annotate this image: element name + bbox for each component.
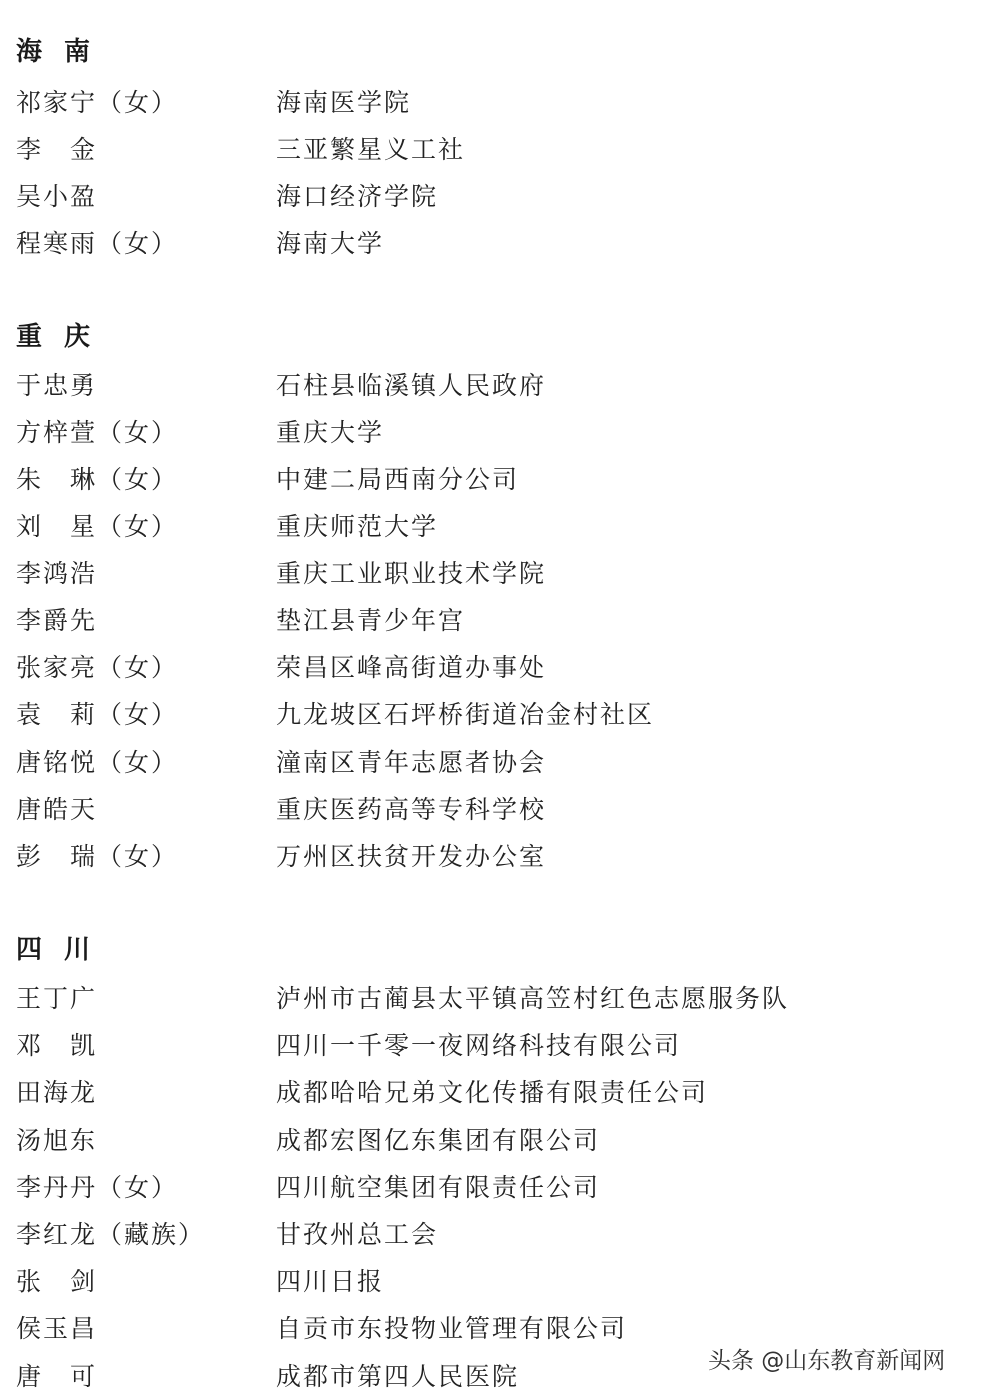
person-name: 于忠勇 xyxy=(16,371,98,400)
person-organization: 荣昌区峰高街道办事处 xyxy=(276,653,547,682)
list-item xyxy=(0,1267,985,1297)
list-item xyxy=(0,182,985,212)
list-item xyxy=(0,512,985,542)
list-item xyxy=(0,653,985,683)
person-name: 袁 莉（女） xyxy=(16,700,179,729)
person-name: 李爵先 xyxy=(16,606,98,635)
person-name: 唐 可 xyxy=(16,1362,98,1391)
list-item xyxy=(0,1126,985,1156)
section-heading-sichuan: 四川 xyxy=(16,935,113,965)
person-name: 李红龙（藏族） xyxy=(16,1220,206,1249)
list-item xyxy=(0,1173,985,1203)
person-name: 李鸿浩 xyxy=(16,559,98,588)
person-organization: 重庆医药高等专科学校 xyxy=(276,795,547,824)
person-name: 祁家宁（女） xyxy=(16,88,179,117)
person-organization: 成都市第四人民医院 xyxy=(276,1362,520,1391)
list-item xyxy=(0,229,985,259)
list-item xyxy=(0,371,985,401)
person-organization: 海南大学 xyxy=(276,229,385,258)
person-name: 田海龙 xyxy=(16,1078,98,1107)
list-item xyxy=(0,748,985,778)
person-organization: 甘孜州总工会 xyxy=(276,1220,439,1249)
person-name: 朱 琳（女） xyxy=(16,465,179,494)
person-organization: 成都哈哈兄弟文化传播有限责任公司 xyxy=(276,1078,709,1107)
person-name: 张家亮（女） xyxy=(16,653,179,682)
person-name: 王丁广 xyxy=(16,984,98,1013)
person-name: 唐铭悦（女） xyxy=(16,748,179,777)
person-organization: 三亚繁星义工社 xyxy=(276,135,466,164)
person-organization: 九龙坡区石坪桥街道冶金村社区 xyxy=(276,700,655,729)
list-item xyxy=(0,984,985,1014)
person-organization: 垫江县青少年宫 xyxy=(276,606,466,635)
person-name: 方梓萱（女） xyxy=(16,418,179,447)
person-organization: 四川日报 xyxy=(276,1267,385,1296)
person-organization: 泸州市古蔺县太平镇高笠村红色志愿服务队 xyxy=(276,984,790,1013)
person-organization: 万州区扶贫开发办公室 xyxy=(276,842,547,871)
list-item xyxy=(0,1220,985,1250)
list-item xyxy=(0,795,985,825)
list-item xyxy=(0,135,985,165)
person-name: 李丹丹（女） xyxy=(16,1173,179,1202)
person-organization: 海南医学院 xyxy=(276,88,412,117)
person-name: 刘 星（女） xyxy=(16,512,179,541)
person-organization: 重庆工业职业技术学院 xyxy=(276,559,547,588)
person-organization: 四川航空集团有限责任公司 xyxy=(276,1173,601,1202)
person-name: 吴小盈 xyxy=(16,182,98,211)
list-item xyxy=(0,418,985,448)
person-name: 张 剑 xyxy=(16,1267,98,1296)
person-name: 侯玉昌 xyxy=(16,1314,98,1343)
person-name: 唐皓天 xyxy=(16,795,98,824)
section-heading-hainan: 海南 xyxy=(16,37,113,67)
person-organization: 四川一千零一夜网络科技有限公司 xyxy=(276,1031,682,1060)
list-item xyxy=(0,1314,985,1344)
person-name: 汤旭东 xyxy=(16,1126,98,1155)
list-item xyxy=(0,1031,985,1061)
person-organization: 重庆师范大学 xyxy=(276,512,439,541)
list-item xyxy=(0,465,985,495)
section-heading-chongqing: 重庆 xyxy=(16,322,113,352)
person-organization: 潼南区青年志愿者协会 xyxy=(276,748,547,777)
person-name: 彭 瑞（女） xyxy=(16,842,179,871)
person-organization: 自贡市东投物业管理有限公司 xyxy=(276,1314,628,1343)
person-organization: 石柱县临溪镇人民政府 xyxy=(276,371,547,400)
person-name: 李 金 xyxy=(16,135,98,164)
source-watermark: 头条 @山东教育新闻网 xyxy=(708,1348,946,1374)
list-item xyxy=(0,559,985,589)
person-name: 程寒雨（女） xyxy=(16,229,179,258)
list-item xyxy=(0,88,985,118)
person-organization: 成都宏图亿东集团有限公司 xyxy=(276,1126,601,1155)
person-organization: 海口经济学院 xyxy=(276,182,439,211)
person-name: 邓 凯 xyxy=(16,1031,98,1060)
person-organization: 中建二局西南分公司 xyxy=(276,465,520,494)
list-item xyxy=(0,1078,985,1108)
list-item xyxy=(0,700,985,730)
list-item xyxy=(0,842,985,872)
person-organization: 重庆大学 xyxy=(276,418,385,447)
list-item xyxy=(0,606,985,636)
